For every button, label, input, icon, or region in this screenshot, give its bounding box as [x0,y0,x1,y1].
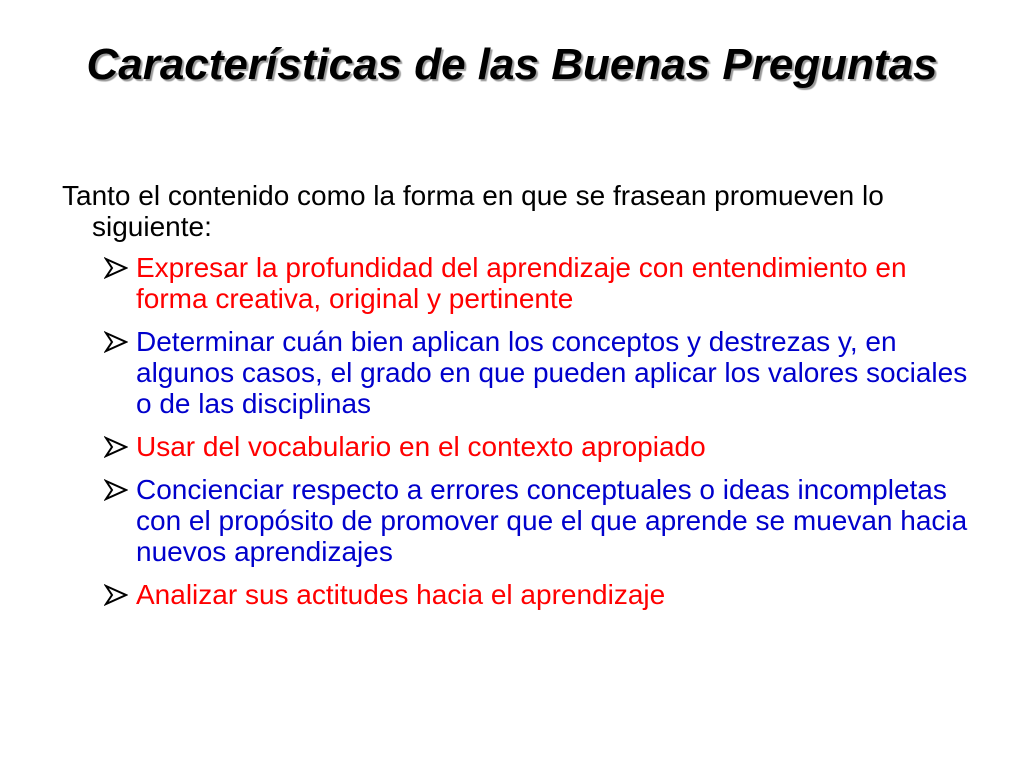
slide-title: Características de las Buenas Preguntas [86,40,938,89]
bullet-text: Usar del vocabulario en el contexto apropiado [136,431,706,462]
bullet-item [104,326,984,419]
bullet-text: Expresar la profundidad del aprendizaje con entendimiento en forma creativa, original y pertinente [136,252,907,314]
intro-text: Tanto el contenido como la forma en que se frasean promueven lo siguiente: [62,180,884,242]
bullet-item [104,579,984,610]
arrow-bullet-icon [104,479,128,501]
arrow-bullet-icon [104,584,128,606]
bullet-text: Determinar cuán bien aplican los conceptos y destrezas y, en algunos casos, el grado en que pueden aplicar los valores sociales o de las disciplinas [136,326,968,419]
arrow-bullet-icon [104,436,128,458]
bullet-item [104,474,984,567]
bullet-item [104,252,984,314]
arrow-bullet-icon [104,331,128,353]
arrow-bullet-icon [104,257,128,279]
bullet-text: Analizar sus actitudes hacia el aprendizaje [136,579,666,610]
bullet-text: Concienciar respecto a errores conceptuales o ideas incompletas con el propósito de promover que el que aprende se muevan hacia nuevos aprendizajes [136,474,968,567]
bullet-item [104,431,984,462]
bullet-list [104,252,984,622]
